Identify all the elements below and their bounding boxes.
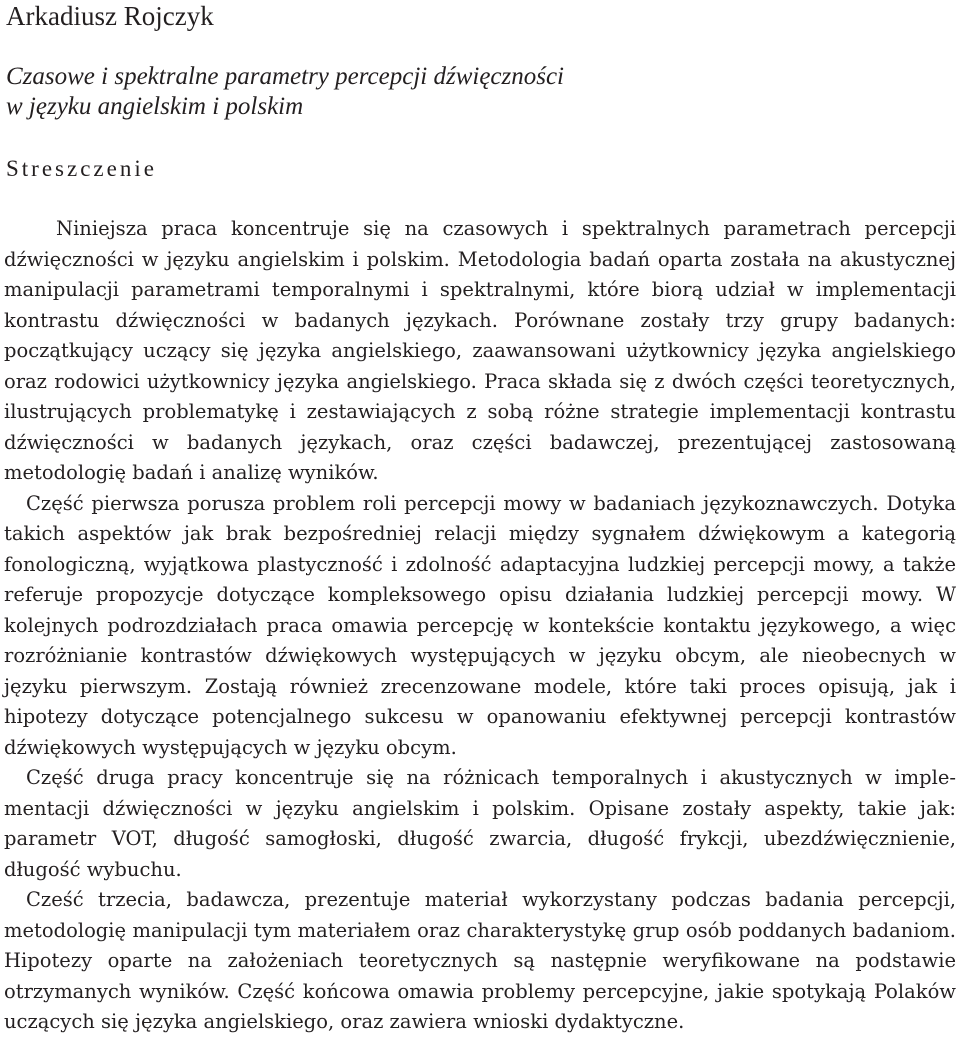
section-heading: Streszczenie: [6, 156, 157, 181]
abstract-body: [4, 214, 956, 1038]
paper-title-line: Czasowe i spektralne parametry percepcji dźwięczności: [6, 63, 565, 90]
abstract-paragraph: Cześć trzecia, badawcza, prezentuje materiał wykorzystany podczas badania percepcji, metodologię manipulacji tym materiałem oraz charakterystykę grup osób poddanych badaniom. Hipotezy oparte na założeniach teoretycznych są następnie weryfikowane na podstawie otrzymanych wyników. Część końcowa omawia problemy percepcyjne, jakie spotykają Polaków uczących się języka angielskiego, oraz zawiera wnioski dydaktyczne.: [4, 888, 956, 1033]
abstract-paragraph: Część druga pracy koncentruje się na różnicach temporalnych i akustycznych w implementacji dźwięczności w języku angielskim i polskim. Opisane zostały aspekty, takie jak: parametr VOT, długość samogłoski, długość zwarcia, długość frykcji, ubezdźwięcznienie, długość wybuchu.: [4, 766, 956, 881]
abstract-paragraph: Niniejsza praca koncentruje się na czasowych i spektralnych parametrach percepcji dźwięczności w języku angielskim i polskim. Metodologia badań oparta została na akustycznej manipulacji parametrami temporalnymi i spektralnymi, które biorą udział w implementacji kontrastu dźwięczności w badanych językach. Porównane zostały trzy grupy badanych: początkujący uczący się języka angielskiego, zaawansowani użytkownicy języka angielskiego oraz rodowici użytkownicy języka angielskiego. Praca składa się z dwóch części teoretycznych, ilustrujących problematykę i zestawiających z sobą różne strategie implementacji kontrastu dźwięczności w badanych językach, oraz części badawczej, prezentującej zastosowaną metodologię badań i analizę wyników.: [4, 217, 956, 484]
paper-title: [6, 62, 564, 122]
author-name: Arkadiusz Rojczyk: [6, 1, 214, 31]
abstract-paragraph: Część pierwsza porusza problem roli percepcji mowy w badaniach językoznawczych. Dotyka takich aspektów jak brak bezpośredniej relacji między sygnałem dźwiękowym a kategorią fonologiczną, wyjątkowa plastyczność i zdolność adaptacyjna ludzkiej percepcji mowy, a także referuje propozycje dotyczące kompleksowego opisu działania ludzkiej percepcji mowy. W kolejnych podrozdziałach praca omawia percepcję w kontekście kontaktu językowego, a więc rozróżnianie kontrastów dźwiękowych występujących w języku obcym, ale nieobecnych w języku pierwszym. Zostają również zrecenzowane modele, które taki proces opisują, jak i hipotezy dotyczące potencjalnego sukcesu w opanowaniu efektywnej percepcji kontrastów dźwiękowych występujących w języku obcym.: [4, 491, 956, 759]
paper-title-line: w języku angielskim i polskim: [6, 93, 304, 120]
